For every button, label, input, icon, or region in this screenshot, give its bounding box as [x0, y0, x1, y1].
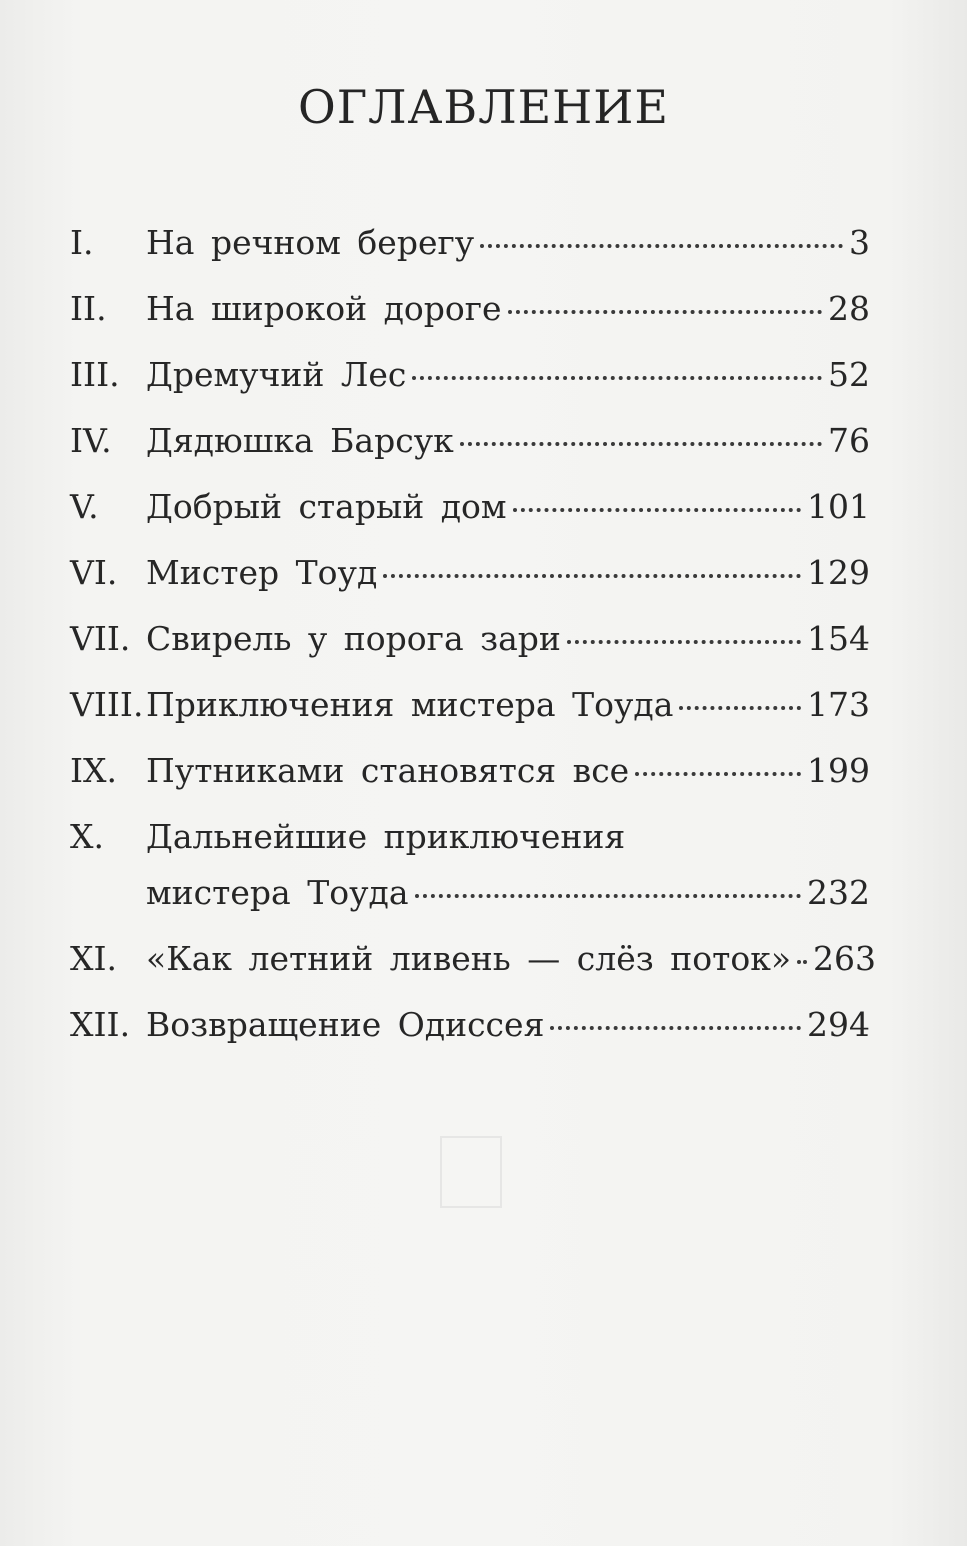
table-of-contents — [70, 210, 877, 1058]
page-number: 154 — [807, 619, 870, 658]
toc-entry-11 — [70, 926, 877, 992]
chapter-number: IV. — [70, 421, 112, 460]
page-number: 173 — [807, 685, 870, 724]
page-number: 76 — [828, 421, 870, 460]
chapter-number: XII. — [70, 1005, 131, 1044]
dot-leader — [383, 574, 801, 578]
chapter-title: «Как летний ливень — слёз поток» — [146, 939, 792, 978]
dot-leader — [415, 894, 801, 898]
chapter-number: X. — [70, 817, 104, 856]
toc-entry-5 — [70, 474, 870, 540]
chapter-title: На речном берегу — [146, 223, 475, 262]
chapter-title: Мистер Тоуд — [146, 553, 378, 592]
page-title: ОГЛАВЛЕНИЕ — [298, 80, 669, 134]
page-number: 199 — [807, 751, 870, 790]
toc-entry-4 — [70, 408, 870, 474]
page-number: 52 — [828, 355, 870, 394]
dot-leader — [508, 310, 822, 314]
dot-leader — [679, 706, 801, 710]
dot-leader — [480, 244, 843, 248]
chapter-number: VIII. — [70, 685, 144, 724]
page-number: 101 — [807, 487, 870, 526]
dot-leader — [567, 640, 801, 644]
chapter-number: IX. — [70, 751, 118, 790]
page-number: 28 — [828, 289, 870, 328]
page-number: 232 — [807, 873, 870, 912]
dot-leader — [460, 442, 822, 446]
bleed-through-ornament — [440, 1136, 502, 1208]
toc-entry-2 — [70, 276, 870, 342]
chapter-number: III. — [70, 355, 120, 394]
toc-entry-1 — [70, 210, 870, 276]
dot-leader — [797, 960, 807, 964]
toc-entry-12 — [70, 992, 870, 1058]
toc-entry-10 — [70, 804, 870, 926]
chapter-title: Приключения мистера Тоуда — [146, 685, 674, 724]
toc-entry-8 — [70, 672, 870, 738]
page-number: 294 — [807, 1005, 870, 1044]
chapter-number: V. — [70, 487, 99, 526]
dot-leader — [550, 1026, 801, 1030]
chapter-title: Путниками становятся все — [146, 751, 630, 790]
page-number: 263 — [813, 939, 877, 978]
toc-entry-6 — [70, 540, 870, 606]
dot-leader — [513, 508, 801, 512]
chapter-title-line-1: Дальнейшие приключения — [146, 817, 626, 856]
dot-leader — [412, 376, 822, 380]
chapter-title-line-2: мистера Тоуда — [146, 873, 409, 912]
toc-entry-9 — [70, 738, 870, 804]
chapter-title: Добрый старый дом — [146, 487, 507, 526]
page-number: 129 — [807, 553, 870, 592]
chapter-title: Свирель у порога зари — [146, 619, 561, 658]
toc-entry-3 — [70, 342, 870, 408]
toc-entry-7 — [70, 606, 870, 672]
page-number: 3 — [849, 223, 870, 262]
chapter-number: VII. — [70, 619, 131, 658]
chapter-number: XI. — [70, 939, 118, 978]
chapter-title: На широкой дороге — [146, 289, 502, 328]
chapter-number: II. — [70, 289, 107, 328]
chapter-title: Возвращение Одиссея — [146, 1005, 545, 1044]
chapter-title: Дремучий Лес — [146, 355, 407, 394]
chapter-number: VI. — [70, 553, 118, 592]
dot-leader — [635, 772, 801, 776]
chapter-number: I. — [70, 223, 94, 262]
chapter-title: Дядюшка Барсук — [146, 421, 454, 460]
